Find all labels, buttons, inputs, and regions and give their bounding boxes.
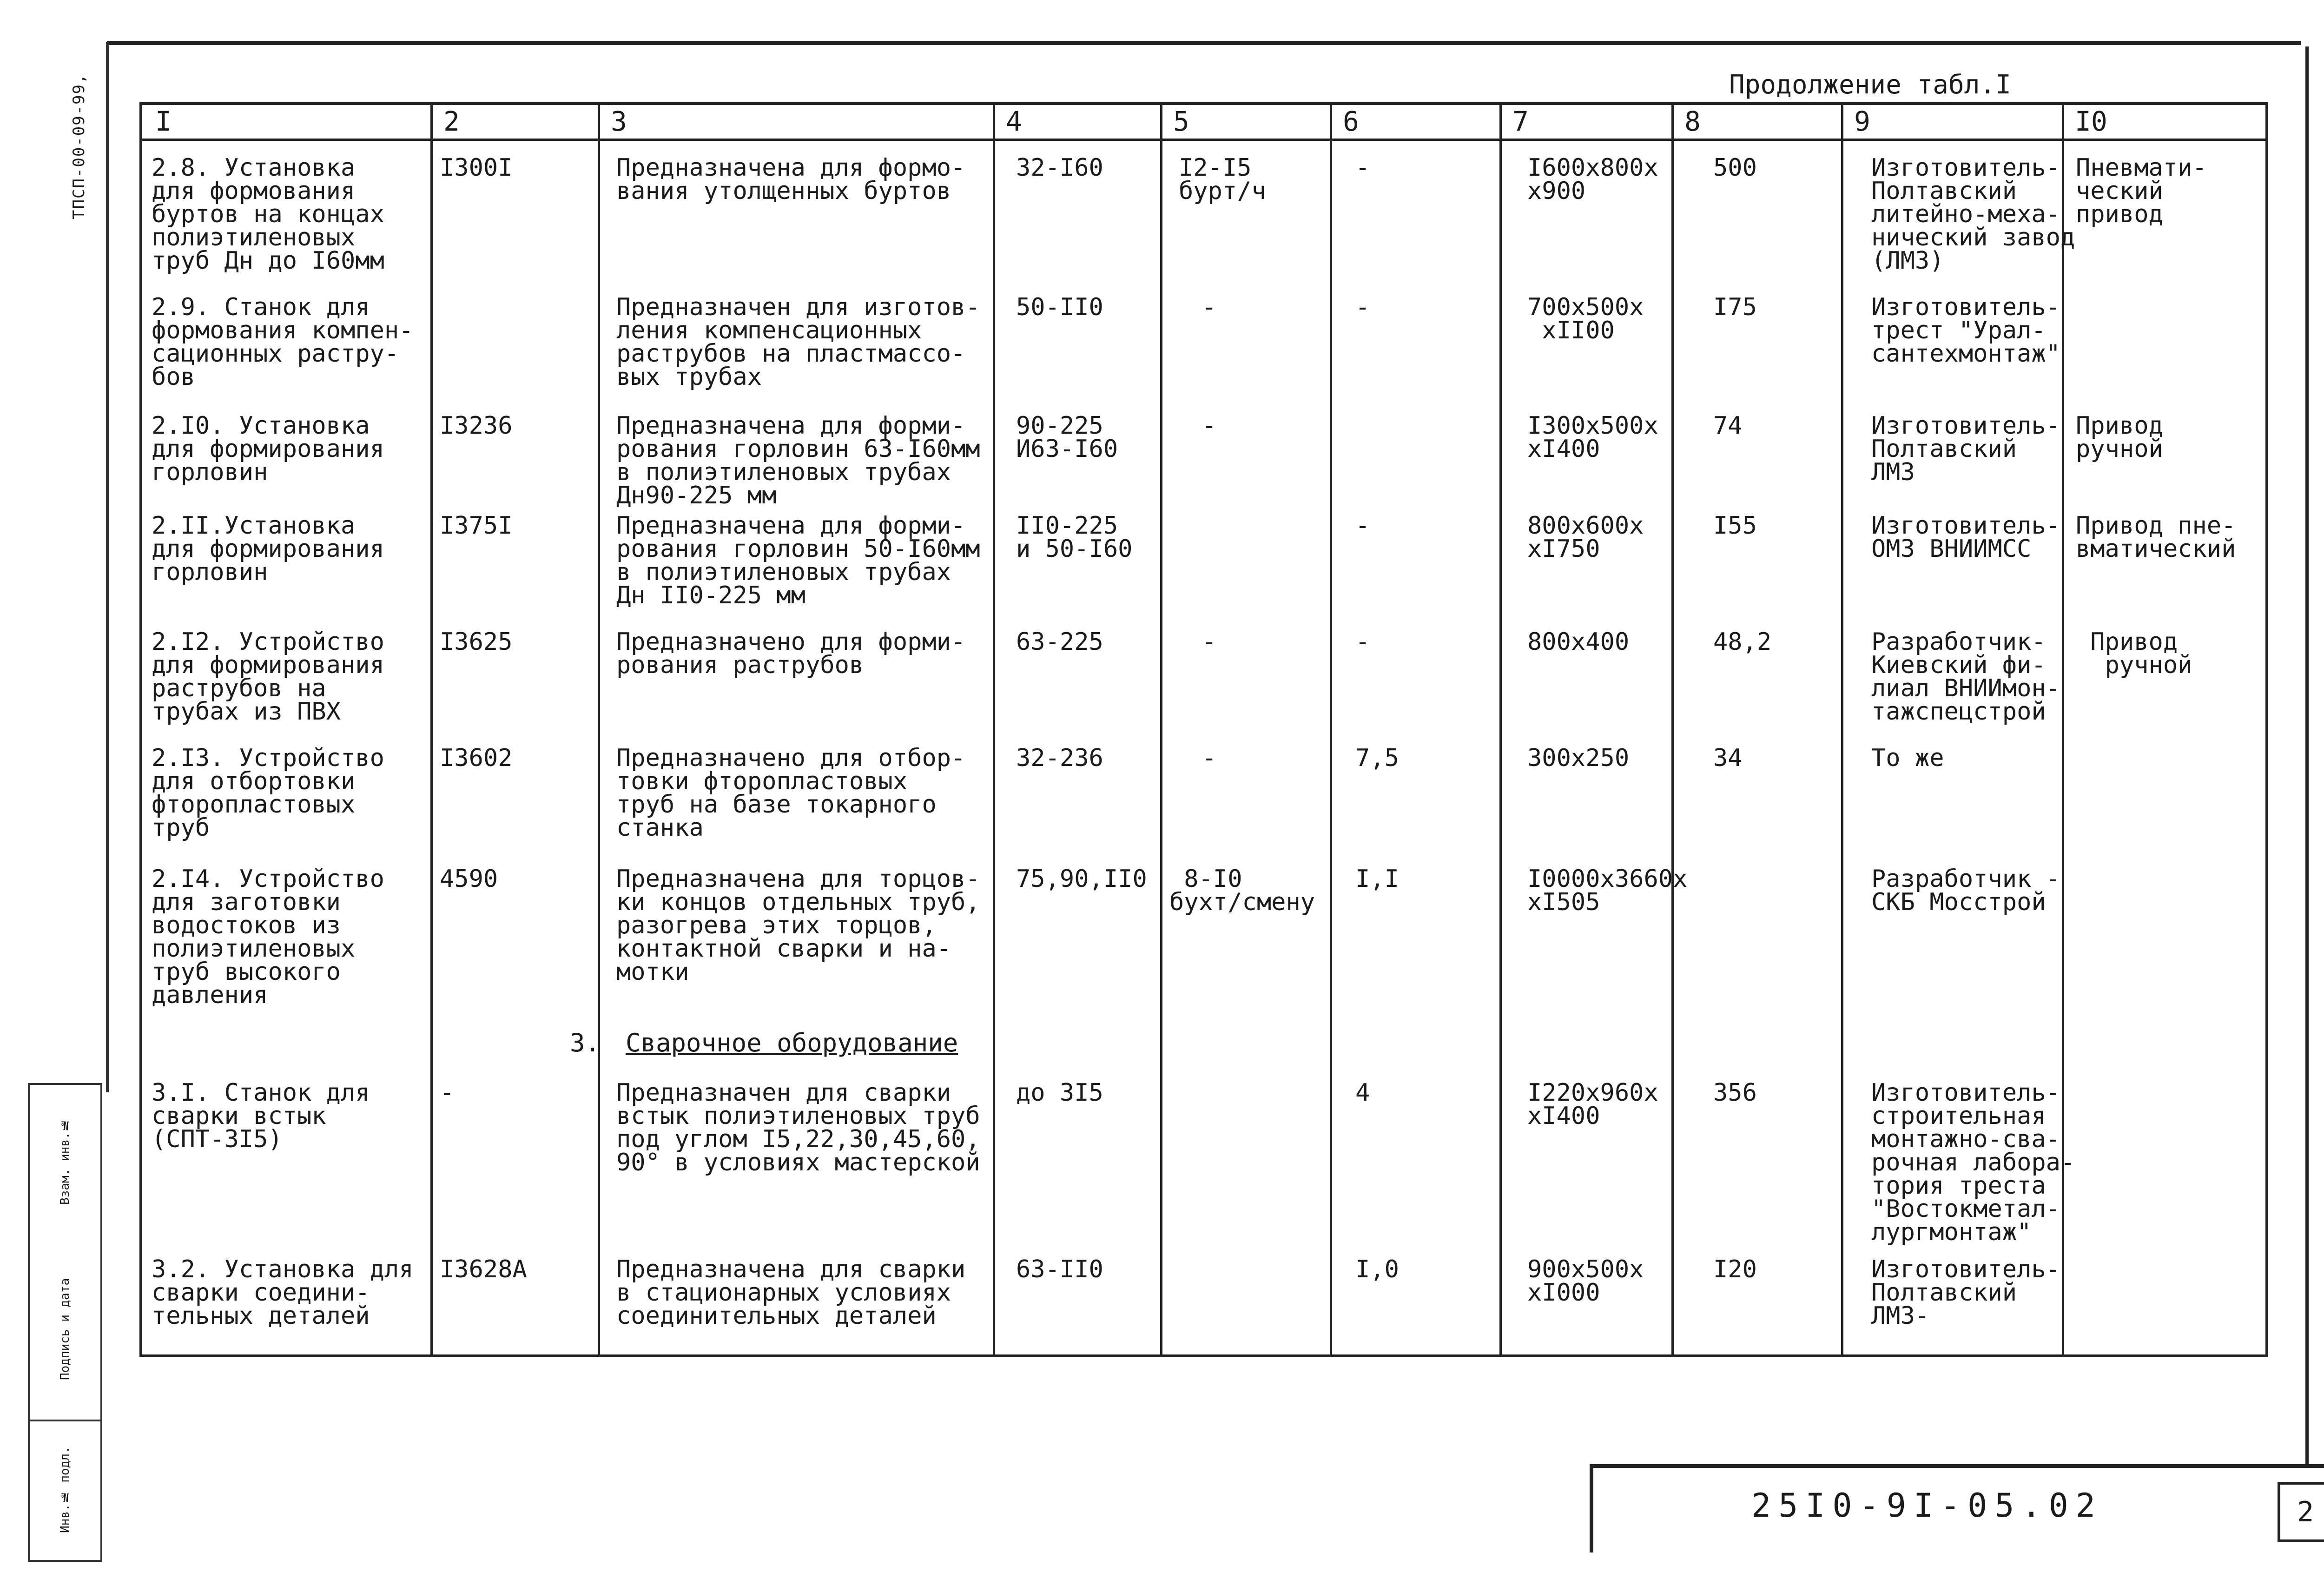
cell-purpose: Предназначена для торцов- ки концов отдельных труб, разогрева этих торцов, контактной сварки и на- мотки (616, 865, 980, 986)
cell-power: - (1355, 293, 1370, 321)
col-divider (1671, 105, 1674, 1354)
cell-dimensions: I600x800x x900 (1527, 154, 1658, 205)
header-col-7: 7 (1512, 106, 1529, 137)
equipment-table (139, 102, 2268, 1357)
cell-dimensions: 700x500x xII00 (1527, 293, 1644, 344)
header-col-9: 9 (1854, 106, 1870, 137)
cell-manufacturer: Изготовитель- Полтавский ЛМЗ- (1871, 1255, 2060, 1330)
cell-dimensions: I220x960x xI400 (1527, 1079, 1658, 1130)
cell-productivity: I2-I5 бурт/ч (1179, 154, 1266, 205)
cell-power: 7,5 (1355, 744, 1399, 772)
cell-manufacturer: Разработчик- Киевский фи- лиал ВНИИмон- тажспецстрой (1871, 628, 2060, 726)
cell-name: 2.I3. Устройство для отбортовки фторопластовых труб (152, 744, 384, 842)
cell-purpose: Предназначена для формо- вания утолщенных буртов (616, 154, 966, 205)
cell-power: - (1355, 154, 1370, 182)
cell-diameter: 63-II0 (1016, 1255, 1103, 1283)
cell-name: 2.I2. Устройство для формирования раструбов на трубах из ПВХ (152, 628, 384, 726)
cell-mass: I55 (1713, 512, 1757, 540)
cell-productivity: - (1202, 744, 1217, 772)
col-divider (1841, 105, 1843, 1354)
cell-code: I3602 (440, 744, 513, 772)
stamp-inv-number: Инв.№ подл. (30, 1420, 100, 1562)
cell-dimensions: I300x500x xI400 (1527, 412, 1658, 463)
cell-purpose: Предназначено для отбор- товки фторопластовых труб на базе токарного станка (616, 744, 966, 842)
header-col-5: 5 (1173, 106, 1189, 137)
cell-name: 3.2. Установка для сварки соедини- тельных деталей (152, 1255, 414, 1330)
cell-productivity: - (1202, 412, 1217, 440)
cell-diameter: 90-225 И63-I60 (1016, 412, 1118, 463)
cell-code: I3625 (440, 628, 513, 656)
cell-power: - (1355, 628, 1370, 656)
cell-name: 2.I4. Устройство для заготовки водостоков из полиэтиленовых труб высокого давления (152, 865, 384, 1009)
cell-name: 2.II.Установка для формирования горловин (152, 512, 384, 586)
cell-mass: 34 (1713, 744, 1743, 772)
section-title: Сварочное оборудование (626, 1028, 958, 1057)
cell-manufacturer: Изготовитель- Полтавский литейно-меха- нический завод (ЛМЗ) (1871, 154, 2075, 275)
cell-purpose: Предназначено для форми- рования раструбов (616, 628, 966, 679)
sheet-number: 2 (2278, 1482, 2324, 1542)
section-number: 3. (570, 1028, 601, 1057)
cell-mass: 74 (1713, 412, 1743, 440)
side-document-code: ТПСП-00-09-99, (70, 73, 88, 220)
cell-diameter: 32-236 (1016, 744, 1103, 772)
col-divider (1160, 105, 1162, 1354)
header-col-2: 2 (443, 106, 460, 137)
cell-productivity: - (1202, 628, 1217, 656)
cell-mass: 356 (1713, 1079, 1757, 1107)
stamp-block (28, 1083, 102, 1562)
cell-diameter: 50-II0 (1016, 293, 1103, 321)
cell-notes: Привод ручной (2076, 412, 2163, 463)
col-divider (1499, 105, 1502, 1354)
cell-power: - (1355, 512, 1370, 540)
cell-dimensions: 300x250 (1527, 744, 1630, 772)
cell-notes: Привод пне- вматический (2076, 512, 2236, 563)
cell-diameter: 75,90,II0 (1016, 865, 1147, 893)
cell-manufacturer: Изготовитель- строительная монтажно-сва- рочная лабора- тория треста "Востокметал- лургмонтаж" (1871, 1079, 2075, 1246)
cell-diameter: 32-I60 (1016, 154, 1103, 182)
stamp-signature-date: Подпись и дата (30, 1238, 100, 1421)
cell-power: I,0 (1355, 1255, 1399, 1283)
header-col-10: I0 (2075, 106, 2107, 137)
cell-diameter: до 3I5 (1016, 1079, 1103, 1107)
cell-name: 3.I. Станок для сварки встык (СПТ-3I5) (152, 1079, 370, 1153)
header-col-3: 3 (611, 106, 627, 137)
cell-dimensions: 800x600x xI750 (1527, 512, 1644, 563)
col-divider (993, 105, 995, 1354)
cell-notes: Пневмати- ческий привод (2076, 154, 2207, 228)
cell-mass: I20 (1713, 1255, 1757, 1283)
cell-name: 2.I0. Установка для формирования горловин (152, 412, 384, 486)
cell-code: I375I (440, 512, 513, 540)
header-col-8: 8 (1684, 106, 1701, 137)
cell-productivity: - (1202, 293, 1217, 321)
cell-manufacturer: Изготовитель- Полтавский ЛМЗ (1871, 412, 2060, 486)
cell-purpose: Предназначен для сварки встык полиэтиленовых труб под углом I5,22,30,45,60, 90° в условиях мастерской (616, 1079, 980, 1176)
cell-name: 2.8. Установка для формования буртов на концах полиэтиленовых труб Дн до I60мм (152, 154, 384, 275)
cell-dimensions: 900x500x xI000 (1527, 1255, 1644, 1307)
cell-diameter: II0-225 и 50-I60 (1016, 512, 1133, 563)
cell-dimensions: 800x400 (1527, 628, 1630, 656)
cell-manufacturer: Изготовитель- трест "Урал- сантехмонтаж" (1871, 293, 2060, 368)
frame-right-border (2305, 46, 2309, 1464)
cell-mass: 500 (1713, 154, 1757, 182)
header-col-6: 6 (1343, 106, 1359, 137)
continuation-label: Продолжение табл.I (1729, 70, 2011, 100)
col-divider (430, 105, 433, 1354)
cell-code: I3236 (440, 412, 513, 440)
cell-notes: Привод ручной (2090, 628, 2192, 679)
cell-manufacturer: Разработчик - СКБ Мосстрой (1871, 865, 2060, 916)
cell-productivity: 8-I0 бухт/смену (1169, 865, 1315, 916)
document-number: 25I0-9I-05.02 (1751, 1486, 2103, 1525)
stamp-swap-inv: Взам. инв.№ (58, 1118, 72, 1205)
cell-dimensions: I0000x3660x xI505 (1527, 865, 1688, 916)
frame-top-border (107, 41, 2301, 45)
cell-code: I300I (440, 154, 513, 182)
cell-manufacturer: То же (1871, 744, 1944, 772)
cell-mass: 48,2 (1713, 628, 1772, 656)
cell-power: 4 (1355, 1079, 1370, 1107)
cell-mass: I75 (1713, 293, 1757, 321)
cell-code: I3628А (440, 1255, 527, 1283)
col-divider (598, 105, 600, 1354)
cell-code: 4590 (440, 865, 498, 893)
cell-name: 2.9. Станок для формования компен- сационных растру- бов (152, 293, 414, 391)
cell-purpose: Предназначена для сварки в стационарных условиях соединительных деталей (616, 1255, 966, 1330)
cell-power: I,I (1355, 865, 1399, 893)
header-col-1: I (155, 106, 172, 137)
cell-purpose: Предназначен для изготов- ления компенсационных раструбов на пластмассо- вых трубах (616, 293, 980, 391)
title-block (1590, 1464, 2324, 1552)
header-divider (142, 139, 2265, 141)
cell-manufacturer: Изготовитель- ОМЗ ВНИИМСС (1871, 512, 2060, 563)
col-divider (1330, 105, 1332, 1354)
cell-diameter: 63-225 (1016, 628, 1103, 656)
cell-code: - (440, 1079, 455, 1107)
cell-purpose: Предназначена для форми- рования горловин 50-I60мм в полиэтиленовых трубах Дн II0-225 мм (616, 512, 980, 609)
header-col-4: 4 (1006, 106, 1022, 137)
cell-purpose: Предназначена для форми- рования горловин 63-I60мм в полиэтиленовых трубах Дн90-225 мм (616, 412, 980, 509)
